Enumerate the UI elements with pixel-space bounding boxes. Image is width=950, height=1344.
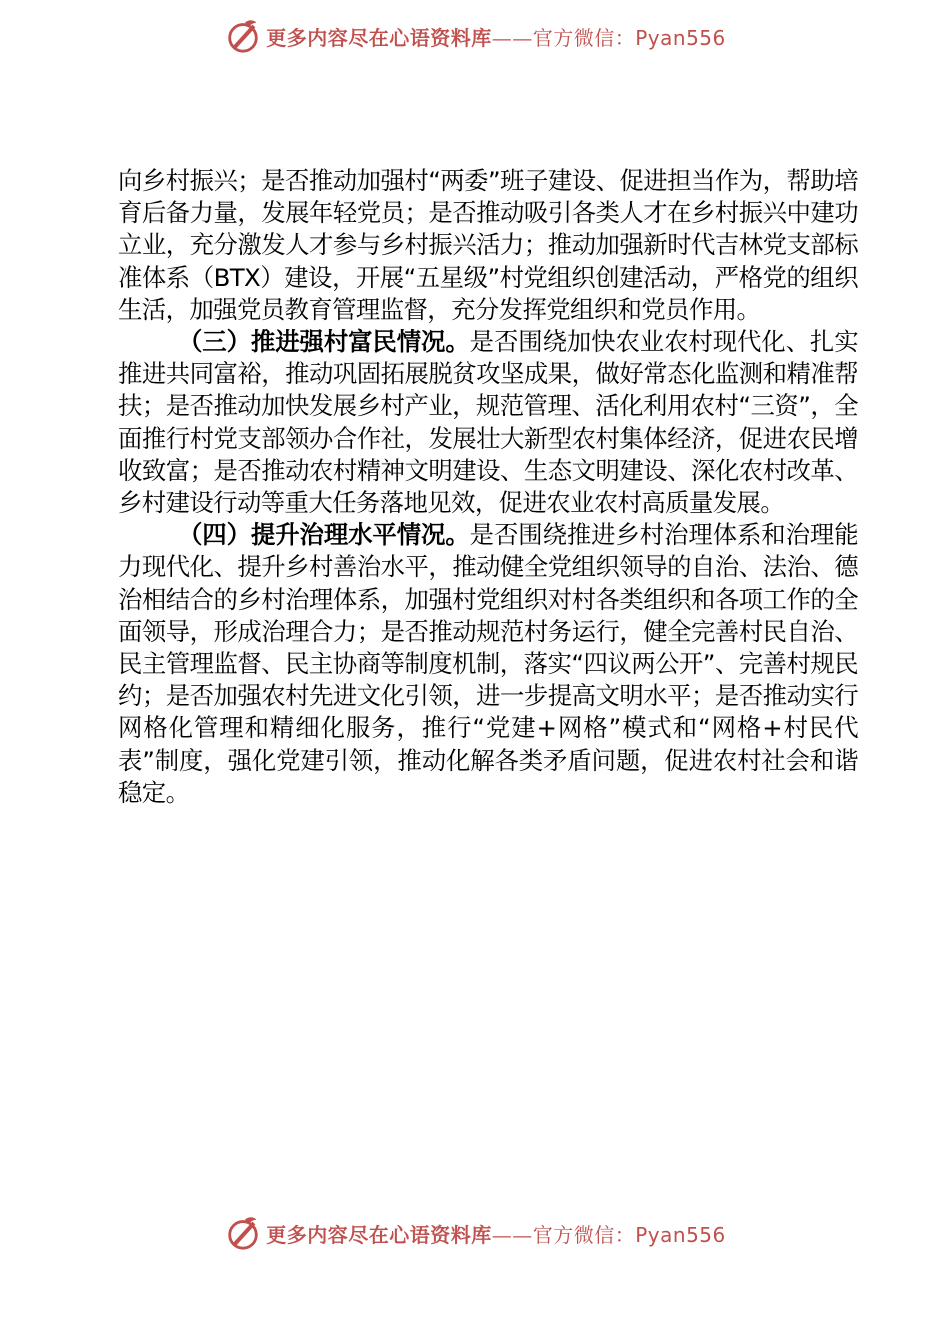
footer-wechat-label: 官方微信： xyxy=(532,1222,636,1247)
header-dash: —— xyxy=(491,25,533,50)
footer-watermark xyxy=(0,1213,950,1253)
footer-text xyxy=(266,1219,726,1248)
section-4 xyxy=(118,519,858,809)
section-3 xyxy=(118,326,858,519)
footer-dash: —— xyxy=(491,1222,533,1247)
section-4-body: 是否围绕推进乡村治理体系和治理能力现代化、提升乡村善治水平，推动健全党组织领导的自治、法治、德治相结合的乡村治理体系，加强村党组织对村各类组织和各项工作的全面领导，形成治理合力；是否推动规范村务运行，健全完善村民自治、民主管理监督、民主协商等制度机制，落实“四议两公开”、完善村规民约；是否加强农村先进文化引领，进一步提高文明水平；是否推动实行网格化管理和精细化服务，推行“党建+网格”模式和“网格+村民代表”制度，强化党建引领，推动化解各类矛盾问题，促进农村社会和谐稳定。 xyxy=(118,520,858,807)
header-wechat-label: 官方微信： xyxy=(532,25,636,50)
section-3-body: 是否围绕加快农业农村现代化、扎实推进共同富裕，推动巩固拓展脱贫攻坚成果，做好常态化监测和精准帮扶；是否推动加快发展乡村产业，规范管理、活化利用农村“三资”，全面推行村党支部领办合作社，发展壮大新型农村集体经济，促进农民增收致富；是否推动农村精神文明建设、生态文明建设、深化农村改革、乡村建设行动等重大任务落地见效，促进农业农村高质量发展。 xyxy=(118,327,858,518)
brand-logo-icon xyxy=(224,17,262,55)
section-3-heading: （三）推进强村富民情况。 xyxy=(178,327,470,357)
header-main-text: 更多内容尽在心语资料库 xyxy=(266,25,492,50)
section-4-heading: （四）提升治理水平情况。 xyxy=(178,520,470,550)
footer-main-text: 更多内容尽在心语资料库 xyxy=(266,1222,492,1247)
brand-logo-icon xyxy=(224,1214,262,1252)
paragraph-continuation: 向乡村振兴；是否推动加强村“两委”班子建设、促进担当作为，帮助培育后备力量，发展年轻党员；是否推动吸引各类人才在乡村振兴中建功立业，充分激发人才参与乡村振兴活力；推动加强新时代吉林党支部标准体系（BTX）建设，开展“五星级”村党组织创建活动，严格党的组织生活，加强党员教育管理监督，充分发挥党组织和党员作用。 xyxy=(118,166,858,324)
header-watermark xyxy=(0,16,950,56)
footer-wechat-id: Pyan556 xyxy=(635,1222,726,1247)
document-body xyxy=(118,165,858,809)
header-text xyxy=(266,22,726,51)
header-wechat-id: Pyan556 xyxy=(635,25,726,50)
